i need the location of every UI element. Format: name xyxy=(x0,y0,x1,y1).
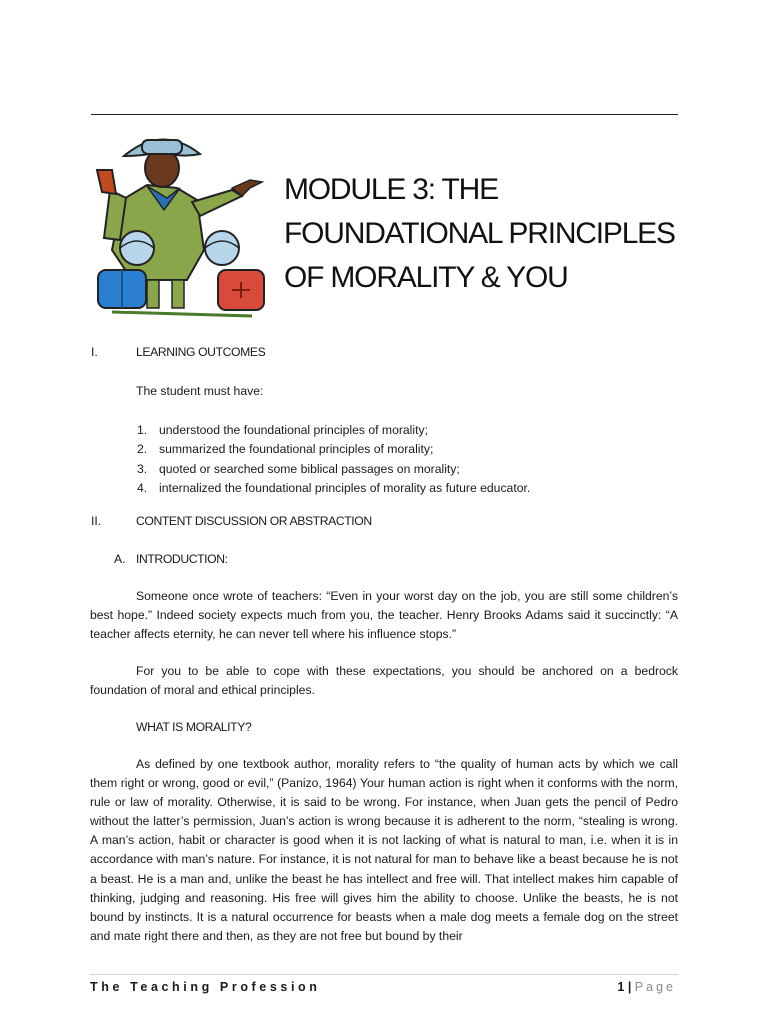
section-heading: LEARNING OUTCOMES xyxy=(136,345,266,359)
footer-page-indicator xyxy=(617,980,676,994)
title-line: MODULE 3: THE xyxy=(284,173,498,206)
paragraph xyxy=(90,755,678,946)
subsection-letter: A. xyxy=(114,552,126,566)
list-number: 1. xyxy=(137,423,148,437)
page-label: Page xyxy=(634,980,676,994)
footer-course-title: The Teaching Profession xyxy=(90,980,321,994)
section-number: II. xyxy=(91,514,102,528)
list-item-text: understood the foundational principles of morality; xyxy=(159,423,428,437)
paragraph-text: As defined by one textbook author, morality refers to “the quality of human acts by which we call them right or wrong, good or evil,” (Panizo, 1964) Your human action is right when it conforms with the norm, rule or law of morality. Otherwise, it is said to be wrong. For instance, when Juan gets the pencil of Pedro without the latter’s permission, Juan’s action is wrong because it is adherent to the norm, “stealing is wrong. A man’s action, habit or character is good when it is not lacking of what is natural to man, i.e. when it is in accordance with man’s nature. For instance, it is not natural for man to behave like a beast because he is not a beast. He is a man and, unlike the beast he has intellect and free will. That intellect makes him capable of thinking, judging and reasoning. His free will gives him the ability to choose. Unlike the beasts, he is not bound by instincts. It is a natural occurrence for beasts when a male dog meets a female dog on the street and mate right there and then, as they are not free but bound by their xyxy=(90,757,678,943)
paragraph-text: Someone once wrote of teachers: “Even in your worst day on the job, you are still some children’s best hope.” Indeed society expects much from you, the teacher. Henry Brooks Adams said it succinctly: “A teacher affects eternity, he can never tell where his influence stops.” xyxy=(90,589,678,642)
subsection-heading: WHAT IS MORALITY? xyxy=(136,720,252,734)
paragraph xyxy=(90,587,678,644)
list-item-text: summarized the foundational principles of morality; xyxy=(159,442,434,457)
subsection-heading: INTRODUCTION: xyxy=(136,552,228,566)
title-line: FOUNDATIONAL PRINCIPLES xyxy=(284,217,675,250)
teacher-with-students-illustration xyxy=(92,130,270,320)
section-heading: CONTENT DISCUSSION OR ABSTRACTION xyxy=(136,514,372,528)
list-item xyxy=(137,421,530,440)
learning-outcomes-list xyxy=(137,421,530,498)
list-number: 4. xyxy=(137,480,148,495)
page-separator: | xyxy=(627,980,632,994)
list-number: 2. xyxy=(137,442,148,457)
title-line: OF MORALITY & YOU xyxy=(284,261,568,294)
header-rule xyxy=(91,114,678,115)
list-number: 3. xyxy=(137,461,148,476)
paragraph xyxy=(90,662,678,700)
list-item xyxy=(137,460,530,479)
list-item-text: quoted or searched some biblical passages on morality; xyxy=(159,461,460,476)
list-item-text: internalized the foundational principles of morality as future educator. xyxy=(159,480,531,495)
outcomes-intro: The student must have: xyxy=(136,384,264,398)
list-item xyxy=(137,440,530,459)
module-title xyxy=(284,168,704,300)
paragraph-text: For you to be able to cope with these expectations, you should be anchored on a bedrock foundation of moral and ethical principles. xyxy=(90,664,678,698)
list-item xyxy=(137,479,530,498)
page-number: 1 xyxy=(617,980,625,994)
section-number: I. xyxy=(91,345,98,359)
footer-rule xyxy=(90,974,678,975)
